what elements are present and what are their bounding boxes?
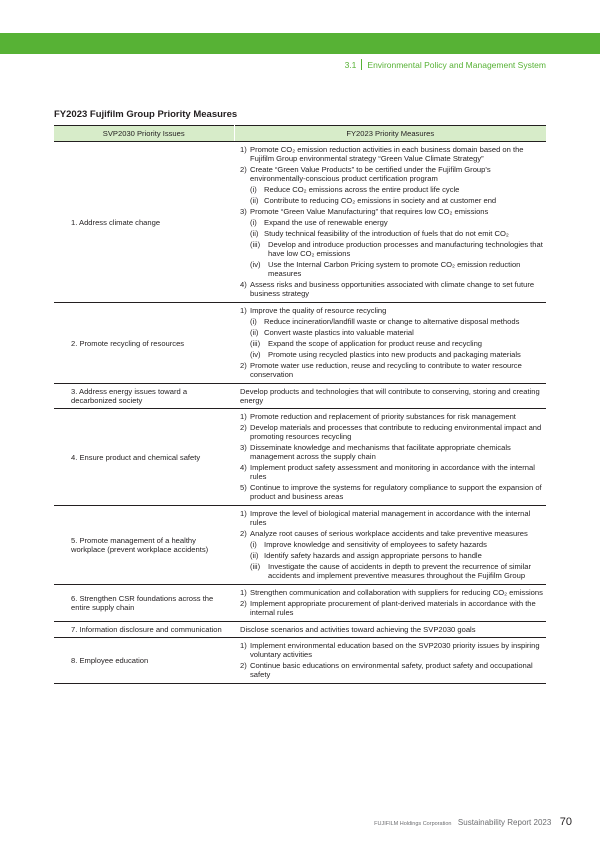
measure-item: [240, 145, 543, 163]
measure-number: 1): [240, 509, 247, 518]
measure-text: Reduce incineration/landfill waste or change to alternative disposal methods: [264, 317, 520, 326]
measure-item: [240, 483, 543, 501]
priority-issue: 2. Promote recycling of resources: [71, 338, 185, 348]
measure-number: (ii): [250, 229, 259, 238]
measure-subitem: [240, 185, 543, 194]
measure-item: [240, 509, 543, 527]
measure-subitem: [240, 350, 543, 359]
priority-issue: 8. Employee education: [71, 656, 149, 665]
measure-item: [240, 207, 543, 216]
measure-number: (ii): [250, 551, 259, 560]
measure-text: Identify safety hazards and assign appropriate persons to handle: [264, 551, 482, 560]
measure-item: [240, 423, 543, 441]
measure-item: [240, 661, 543, 679]
measure-subitem: [240, 317, 543, 326]
measure-text: Implement appropriate procurement of plant-derived materials in accordance with the internal rules: [250, 599, 536, 617]
measure-number: 3): [240, 207, 247, 216]
footer-report-title: Sustainability Report 2023: [457, 818, 552, 827]
measure-text: Implement product safety assessment and monitoring in accordance with the internal rules: [250, 463, 535, 481]
measure-text: Investigate the cause of accidents in depth to prevent the recurrence of similar accidents and implement preventive measures throughout the Fujifilm Group: [268, 562, 531, 580]
measure-item: [240, 165, 543, 183]
measure-item: [240, 306, 543, 315]
table-row: [54, 409, 546, 506]
measure-text: Develop products and technologies that will contribute to conserving, storing and creating energy: [240, 387, 540, 405]
measure-text: Develop and introduce production processes and manufacturing technologies that have low CO₂ emissions: [268, 240, 543, 258]
measure-number: 2): [240, 165, 247, 174]
priority-issue: 7. Information disclosure and communication: [71, 625, 222, 634]
measure-text: Study technical feasibility of the introduction of fuels that do not emit CO₂: [264, 229, 509, 238]
section-number: 3.1: [344, 60, 357, 70]
measure-text: Continue to improve the systems for regulatory compliance to support the expansion of product and business areas: [250, 483, 542, 501]
measure-number: 2): [240, 361, 247, 370]
priority-measures-cell: [234, 585, 546, 622]
measure-number: (i): [250, 185, 257, 194]
priority-issue-cell: [54, 638, 234, 684]
priority-measures-cell: [234, 506, 546, 585]
measure-subitem: [240, 551, 543, 560]
measure-subitem: [240, 328, 543, 337]
table-row: [54, 622, 546, 638]
priority-issue-cell: [54, 303, 234, 384]
measure-text: Improve knowledge and sensitivity of employees to safety hazards: [264, 540, 487, 549]
priority-issue-cell: [54, 409, 234, 506]
page-footer: [374, 812, 572, 830]
measure-text: Expand the scope of application for product reuse and recycling: [268, 339, 483, 348]
measure-number: (ii): [250, 328, 259, 337]
measure-number: (iii): [250, 240, 261, 249]
section-header: [0, 59, 546, 70]
measure-number: (iii): [250, 562, 261, 571]
measure-number: (iv): [250, 260, 261, 269]
measure-text: Promote using recycled plastics into new products and packaging materials: [268, 350, 521, 359]
measure-subitem: [240, 339, 543, 348]
measure-number: 5): [240, 483, 247, 492]
column-header-issues: SVP2030 Priority Issues: [54, 126, 234, 142]
measure-number: 4): [240, 463, 247, 472]
section-separator: [361, 59, 362, 70]
table-row: [54, 638, 546, 684]
measure-text: Analyze root causes of serious workplace accidents and take preventive measures: [250, 529, 528, 538]
priority-issue-cell: [54, 384, 234, 409]
measure-number: (iv): [250, 350, 261, 359]
measure-subitem: [240, 218, 543, 227]
measure-text: Promote water use reduction, reuse and recycling to contribute to water resource conservation: [250, 361, 522, 379]
priority-measures-cell: [234, 409, 546, 506]
priority-issue: 4. Ensure product and chemical safety: [71, 452, 201, 462]
measure-number: (ii): [250, 196, 259, 205]
measure-number: 1): [240, 306, 247, 315]
measure-number: (iii): [250, 339, 261, 348]
measure-number: 1): [240, 588, 247, 597]
measure-text: Develop materials and processes that contribute to reducing environmental impact and promoting resources recycling: [250, 423, 542, 441]
measure-item: [240, 641, 543, 659]
table-row: [54, 142, 546, 303]
table-header-row: [54, 126, 546, 142]
table-row: [54, 506, 546, 585]
priority-measures-cell: [234, 142, 546, 303]
priority-measures-cell: [234, 384, 546, 409]
priority-issue: 6. Strengthen CSR foundations across the entire supply chain: [71, 594, 214, 612]
measure-number: 2): [240, 661, 247, 670]
measure-item: [240, 588, 543, 597]
table-row: [54, 585, 546, 622]
measure-text: Create “Green Value Products” to be certified under the Fujifilm Group's environmentally-conscious product certification program: [250, 165, 491, 183]
table-body: [54, 142, 546, 684]
measure-text: Improve the level of biological material management in accordance with the internal rules: [250, 509, 531, 527]
measure-text: Expand the use of renewable energy: [264, 218, 388, 227]
measure-subitem: [240, 260, 543, 278]
priority-issue-cell: [54, 585, 234, 622]
priority-issue: 5. Promote management of a healthy workplace (prevent workplace accidents): [71, 536, 209, 554]
measure-text: Contribute to reducing CO₂ emissions in society and at customer end: [264, 196, 497, 205]
measure-item: [240, 463, 543, 481]
table-row: [54, 303, 546, 384]
measure-subitem: [240, 240, 543, 258]
measure-text: Reduce CO₂ emissions across the entire product life cycle: [264, 185, 460, 194]
priority-issue-cell: [54, 506, 234, 585]
priority-measures-cell: [234, 622, 546, 638]
measure-subitem: [240, 562, 543, 580]
measure-subitem: [240, 540, 543, 549]
measure-text: Disseminate knowledge and mechanisms that facilitate appropriate chemicals management across the supply chain: [250, 443, 511, 461]
measure-item: [240, 412, 543, 421]
measure-text: Continue basic educations on environmental safety, product safety and occupational safety: [250, 661, 533, 679]
measure-item: [240, 599, 543, 617]
measure-item: [240, 280, 543, 298]
measure-number: 1): [240, 412, 247, 421]
measure-text: Promote reduction and replacement of priority substances for risk management: [250, 412, 516, 421]
priority-issue: 1. Address climate change: [71, 217, 161, 227]
column-header-measures: FY2023 Priority Measures: [234, 126, 546, 142]
measure-number: 1): [240, 145, 247, 154]
measure-number: 2): [240, 529, 247, 538]
measure-number: 4): [240, 280, 247, 289]
priority-issue: 3. Address energy issues toward a decarbonized society: [71, 387, 188, 405]
measure-text: Improve the quality of resource recycling: [250, 306, 387, 315]
measure-number: (i): [250, 317, 257, 326]
measure-number: (i): [250, 218, 257, 227]
page-number: 70: [559, 816, 572, 828]
table-title: FY2023 Fujifilm Group Priority Measures: [54, 109, 238, 120]
measure-item: [240, 529, 543, 538]
measure-number: 3): [240, 443, 247, 452]
measure-item: [240, 443, 543, 461]
measure-subitem: [240, 229, 543, 238]
priority-measures-table: [54, 125, 546, 684]
section-title: Environmental Policy and Management System: [367, 60, 546, 70]
measure-number: (i): [250, 540, 257, 549]
measure-text: Convert waste plastics into valuable material: [264, 328, 414, 337]
top-accent-bar: [0, 33, 600, 54]
measure-text: Use the Internal Carbon Pricing system to promote CO₂ emission reduction measures: [268, 260, 521, 278]
priority-issue-cell: [54, 142, 234, 303]
priority-measures-cell: [234, 638, 546, 684]
measure-number: 2): [240, 599, 247, 608]
footer-corporation: FUJIFILM Holdings Corporation: [374, 821, 452, 827]
measure-text: Promote “Green Value Manufacturing” that requires low CO₂ emissions: [250, 207, 489, 216]
measure-text: Strengthen communication and collaboration with suppliers for reducing CO₂ emissions: [250, 588, 543, 597]
measure-number: 2): [240, 423, 247, 432]
measure-text: Implement environmental education based on the SVP2030 priority issues by inspiring voluntary activities: [250, 641, 540, 659]
table-row: [54, 384, 546, 409]
measure-text: Assess risks and business opportunities associated with climate change to set future business strategy: [250, 280, 535, 298]
measure-number: 1): [240, 641, 247, 650]
measure-subitem: [240, 196, 543, 205]
measure-text: Disclose scenarios and activities toward achieving the SVP2030 goals: [240, 625, 476, 634]
priority-issue-cell: [54, 622, 234, 638]
priority-measures-cell: [234, 303, 546, 384]
measure-item: [240, 361, 543, 379]
measure-text: Promote CO₂ emission reduction activities in each business domain based on the Fujifilm Group environmental strategy “Green Value Climate Strategy”: [250, 145, 524, 163]
